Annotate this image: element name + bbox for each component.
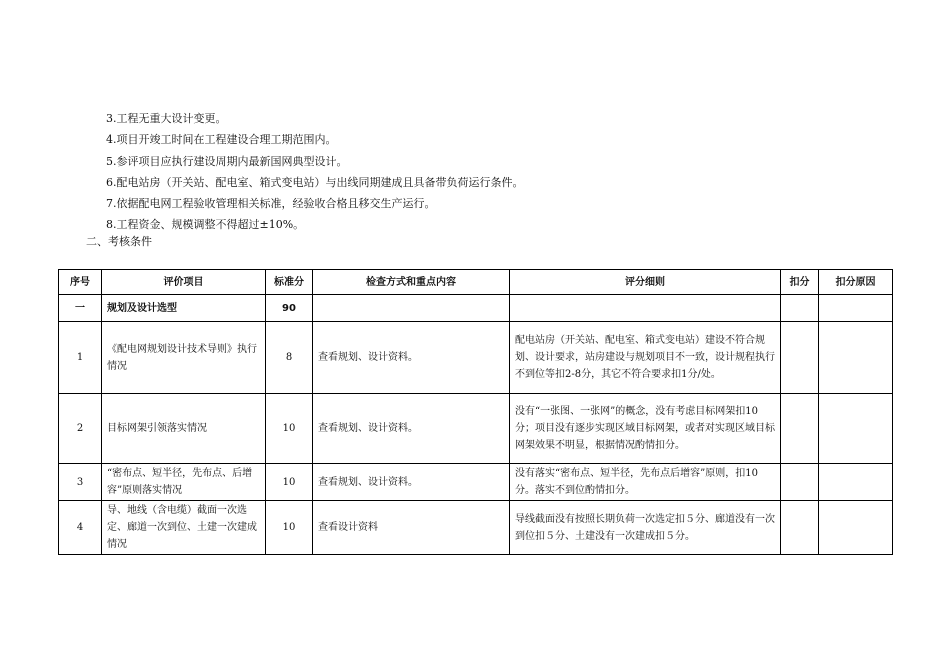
row-score: 8 — [266, 322, 313, 394]
table-row — [59, 501, 893, 555]
header-rule: 评分细则 — [510, 270, 781, 295]
header-method: 检查方式和重点内容 — [313, 270, 510, 295]
condition-item: 6.配电站房（开关站、配电室、箱式变电站）与出线同期建成且具备带负荷运行条件。 — [106, 175, 524, 189]
row-no: 4 — [59, 501, 102, 555]
row-method: 查看规划、设计资料。 — [313, 394, 510, 464]
row-method: 查看规划、设计资料。 — [313, 464, 510, 501]
row-no: 2 — [59, 394, 102, 464]
empty-cell — [510, 295, 781, 322]
row-item: 《配电网规划设计技术导则》执行情况 — [102, 322, 266, 394]
row-deduction — [781, 464, 819, 501]
row-reason — [819, 394, 893, 464]
row-deduction — [781, 322, 819, 394]
header-no: 序号 — [59, 270, 102, 295]
row-reason — [819, 322, 893, 394]
conditions-list — [106, 108, 886, 236]
section-title: 二、考核条件 — [86, 235, 152, 248]
table-row — [59, 394, 893, 464]
row-score: 10 — [266, 501, 313, 555]
row-deduction — [781, 501, 819, 555]
row-item: 导、地线（含电缆）截面一次选定、廊道一次到位、土建一次建成情况 — [102, 501, 266, 555]
row-method: 查看规划、设计资料。 — [313, 322, 510, 394]
section-item: 规划及设计选型 — [102, 295, 266, 322]
row-score: 10 — [266, 464, 313, 501]
table-row — [59, 322, 893, 394]
row-rule: 配电站房（开关站、配电室、箱式变电站）建设不符合规划、设计要求，站房建设与规划项目不一致，设计规程执行不到位等扣2-8分，其它不符合要求扣1分/处。 — [510, 322, 781, 394]
row-reason — [819, 464, 893, 501]
header-deduction: 扣分 — [781, 270, 819, 295]
section-score: 90 — [266, 295, 313, 322]
header-item: 评价项目 — [102, 270, 266, 295]
header-score: 标准分 — [266, 270, 313, 295]
condition-item: 5.参评项目应执行建设周期内最新国网典型设计。 — [106, 154, 348, 168]
row-item: 目标网架引领落实情况 — [102, 394, 266, 464]
empty-cell — [819, 295, 893, 322]
row-rule: 导线截面没有按照长期负荷一次选定扣５分、廊道没有一次到位扣５分、土建没有一次建成扣５分。 — [510, 501, 781, 555]
table-row — [59, 464, 893, 501]
condition-item: 3.工程无重大设计变更。 — [106, 112, 227, 125]
row-score: 10 — [266, 394, 313, 464]
empty-cell — [781, 295, 819, 322]
row-no: 1 — [59, 322, 102, 394]
table-section-row — [59, 295, 893, 322]
row-method: 查看设计资料 — [313, 501, 510, 555]
row-deduction — [781, 394, 819, 464]
row-reason — [819, 501, 893, 555]
row-rule: 没有“一张图、一张网”的概念，没有考虑目标网架扣10分；项目没有逐步实现区域目标网架，或者对实现区域目标网架效果不明显，根据情况酌情扣分。 — [510, 394, 781, 464]
header-reason: 扣分原因 — [819, 270, 893, 295]
table-header-row — [59, 270, 893, 295]
empty-cell — [313, 295, 510, 322]
row-rule: 没有落实“密布点、短半径，先布点后增容”原则，扣10分。落实不到位酌情扣分。 — [510, 464, 781, 501]
evaluation-table — [58, 269, 893, 555]
row-no: 3 — [59, 464, 102, 501]
condition-item: 7.依据配电网工程验收管理相关标准，经验收合格且移交生产运行。 — [106, 197, 436, 211]
condition-item: 8.工程资金、规模调整不得超过±10%。 — [106, 218, 305, 232]
row-item: “密布点、短半径，先布点、后增容”原则落实情况 — [102, 464, 266, 501]
section-no: 一 — [59, 295, 102, 322]
condition-item: 4.项目开竣工时间在工程建设合理工期范围内。 — [106, 133, 337, 147]
